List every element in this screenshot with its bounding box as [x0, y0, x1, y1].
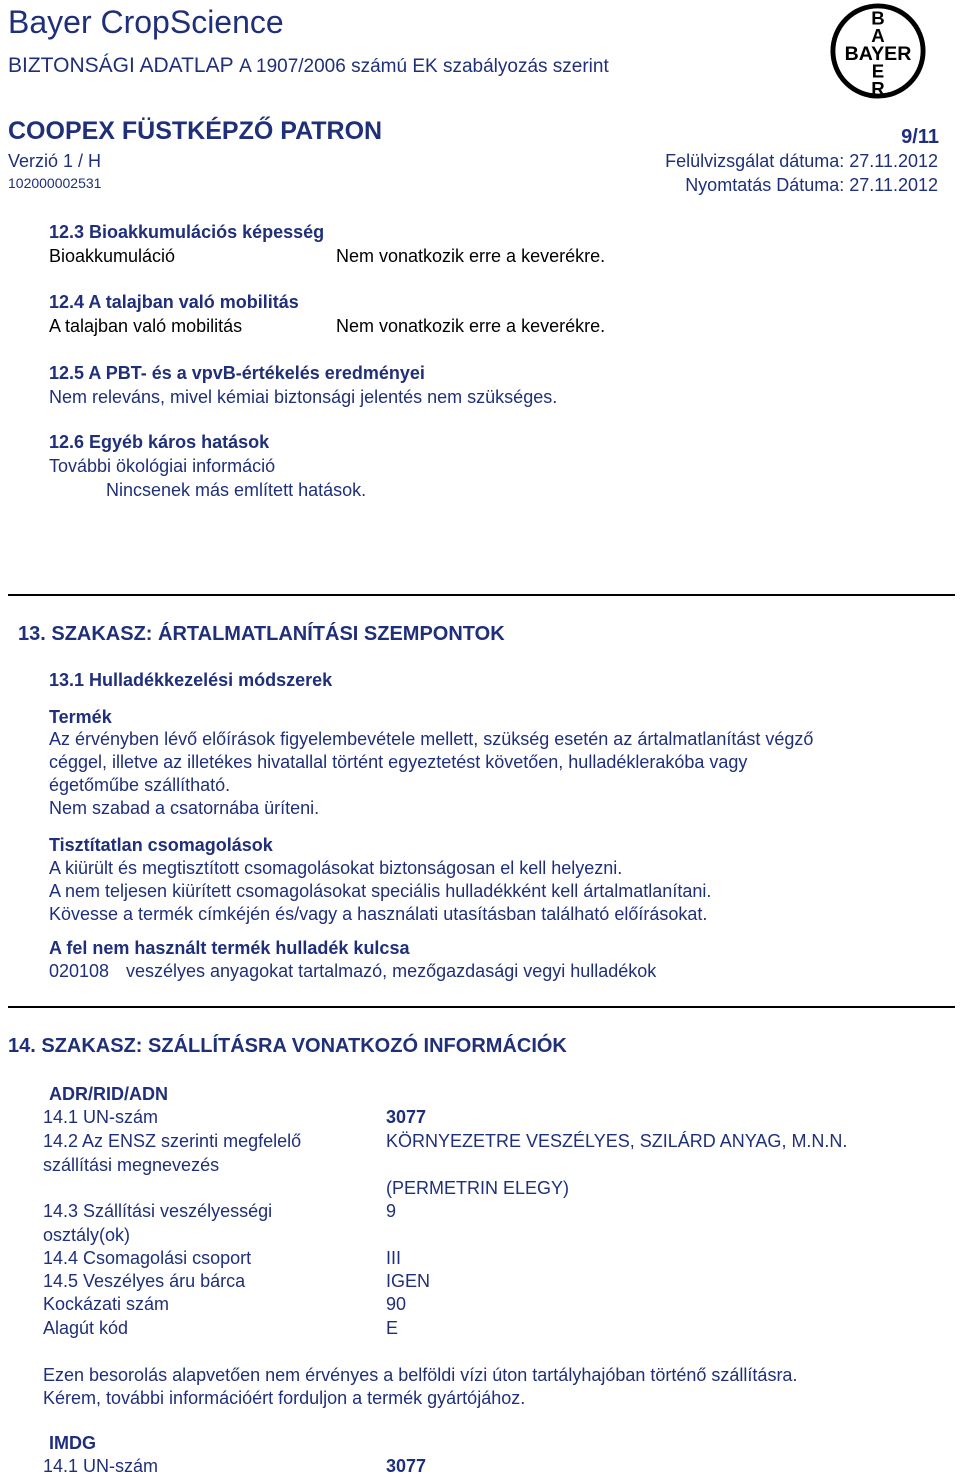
waste-code: 020108 — [49, 961, 110, 981]
heading-12-6: 12.6 Egyéb káros hatások — [49, 432, 270, 452]
note-line-1: Ezen besorolás alapvetően nem érvényes a belföldi vízi úton tartályhajóban történő szállításra. — [43, 1365, 798, 1385]
note-line-2: Kérem, további információért forduljon a termék gyártójához. — [43, 1388, 526, 1408]
imdg-label: IMDG — [49, 1433, 96, 1453]
eco-info-label: További ökológiai információ — [49, 456, 276, 476]
svg-text:R: R — [871, 78, 885, 100]
pbt-text: Nem releváns, mivel kémiai biztonsági jelentés nem szükséges. — [49, 387, 558, 407]
hazard-class-label-2: osztály(ok) — [43, 1225, 131, 1245]
packing-group-value: III — [386, 1248, 402, 1268]
company-name: Bayer CropScience — [8, 4, 284, 40]
hazard-class-value: 9 — [386, 1201, 397, 1221]
print-date: Nyomtatás Dátuma: 27.11.2012 — [685, 175, 938, 195]
heading-12-5: 12.5 A PBT- és a vpvB-értékelés eredményei — [49, 363, 425, 383]
hazard-number-label: Kockázati szám — [43, 1294, 170, 1314]
product-line-1: Az érvényben lévő előírások figyelembevétele mellett, szükség esetén az ártalmatlanítást végző — [49, 729, 814, 749]
section-13-title: 13. SZAKASZ: ÁRTALMATLANÍTÁSI SZEMPONTOK — [18, 623, 505, 645]
bayer-logo — [829, 2, 927, 100]
waste-code-label: A fel nem használt termék hulladék kulcsa — [49, 938, 410, 958]
dangerous-label-label: 14.5 Veszélyes áru bárca — [43, 1271, 246, 1291]
tunnel-code-label: Alagút kód — [43, 1318, 129, 1338]
heading-12-3: 12.3 Bioakkumulációs képesség — [49, 222, 325, 242]
product-line-2: céggel, illetve az illetékes hivatallal történt egyeztetést követően, hulladéklerakóba vagy — [49, 752, 748, 772]
product-line-3: égetőműbe szállítható. — [49, 775, 231, 795]
hazard-class-label: 14.3 Szállítási veszélyességi — [43, 1201, 273, 1221]
un-number-label: 14.1 UN-szám — [43, 1107, 159, 1127]
svg-text:A: A — [871, 25, 885, 47]
packaging-line-1: A kiürült és megtisztított csomagolásokat biztonságosan el kell helyezni. — [49, 858, 623, 878]
product-label: Termék — [49, 707, 112, 727]
shipping-name-label-2: szállítási megnevezés — [43, 1155, 220, 1175]
mobility-label: A talajban való mobilitás — [49, 316, 243, 336]
heading-13-1: 13.1 Hulladékkezelési módszerek — [49, 670, 333, 690]
shipping-name-value: KÖRNYEZETRE VESZÉLYES, SZILÁRD ANYAG, M.N.N. — [386, 1131, 848, 1151]
imdg-un-label: 14.1 UN-szám — [43, 1456, 159, 1476]
tunnel-code-value: E — [386, 1318, 399, 1338]
hazard-number-value: 90 — [386, 1294, 407, 1314]
product-line-4: Nem szabad a csatornába üríteni. — [49, 798, 320, 818]
mobility-value: Nem vonatkozik erre a keverékre. — [336, 316, 606, 336]
bioaccumulation-value: Nem vonatkozik erre a keverékre. — [336, 246, 606, 266]
imdg-un-value: 3077 — [386, 1456, 427, 1476]
section-14-title: 14. SZAKASZ: SZÁLLÍTÁSRA VONATKOZÓ INFORMÁCIÓK — [8, 1035, 567, 1057]
regulation-text: A 1907/2006 számú EK szabályozás szerint — [239, 56, 609, 77]
product-name: COOPEX FÜSTKÉPZŐ PATRON — [8, 117, 383, 145]
un-number-value: 3077 — [386, 1107, 427, 1127]
section-divider-14 — [8, 1006, 955, 1008]
eco-info-text: Nincsenek más említett hatások. — [106, 480, 367, 500]
packaging-line-3: Kövesse a termék címkéjén és/vagy a használati utasításban található előírásokat. — [49, 904, 708, 924]
heading-12-4: 12.4 A talajban való mobilitás — [49, 292, 299, 312]
product-code: 102000002531 — [8, 175, 102, 191]
page-number: 9/11 — [901, 126, 939, 148]
shipping-name-label: 14.2 Az ENSZ szerinti megfelelő — [43, 1131, 302, 1151]
svg-text:E: E — [871, 60, 885, 82]
dangerous-label-value: IGEN — [386, 1271, 431, 1291]
packaging-label: Tisztítatlan csomagolások — [49, 835, 273, 855]
shipping-name-value-2: (PERMETRIN ELEGY) — [386, 1178, 570, 1198]
section-divider-13 — [8, 594, 955, 596]
document-title — [8, 54, 609, 78]
adr-label: ADR/RID/ADN — [49, 1084, 168, 1104]
revision-date: Felülvizsgálat dátuma: 27.11.2012 — [665, 151, 938, 171]
version: Verzió 1 / H — [8, 151, 102, 171]
packing-group-label: 14.4 Csomagolási csoport — [43, 1248, 252, 1268]
bioaccumulation-label: Bioakkumuláció — [49, 246, 176, 266]
waste-code-desc: veszélyes anyagokat tartalmazó, mezőgazdasági vegyi hulladékok — [126, 961, 657, 981]
svg-text:BAYER: BAYER — [844, 42, 912, 65]
svg-text:B: B — [871, 7, 885, 29]
packaging-line-2: A nem teljesen kiürített csomagolásokat speciális hulladékként kell ártalmatlanítani. — [49, 881, 712, 901]
sds-title: BIZTONSÁGI ADATLAP — [8, 54, 234, 77]
